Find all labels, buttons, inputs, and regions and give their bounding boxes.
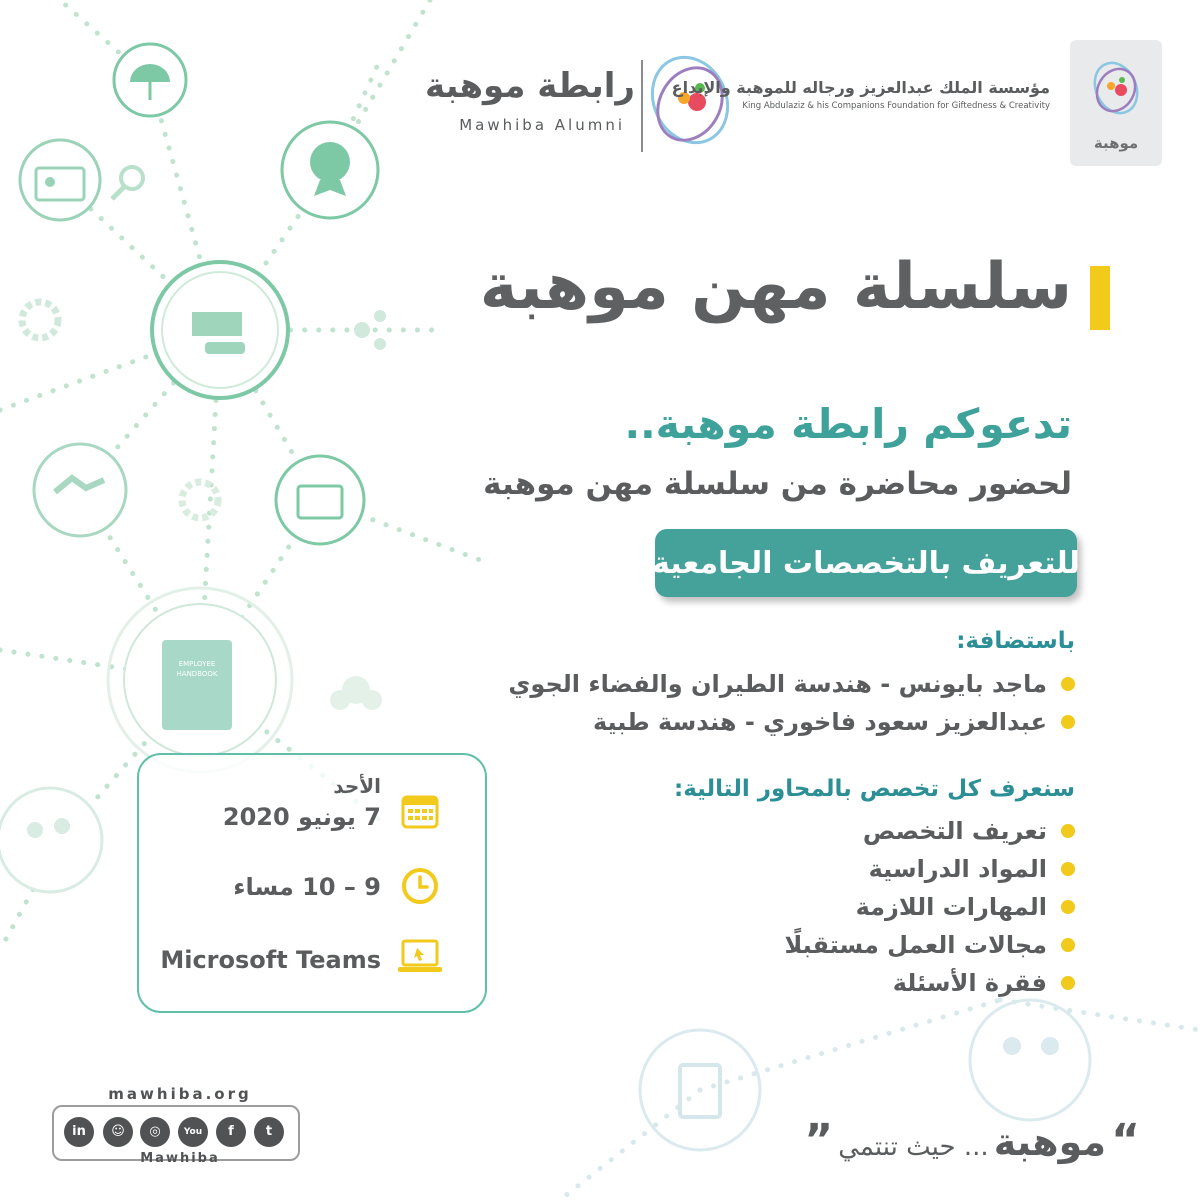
list-item <box>508 665 1075 703</box>
list-item <box>508 703 1075 741</box>
slogan <box>804 1115 1140 1166</box>
guest-name: عبدالعزيز سعود فاخوري - هندسة طبية <box>592 708 1047 736</box>
axis-item: مجالات العمل مستقبلًا <box>784 931 1047 959</box>
list-item <box>784 812 1075 850</box>
topic-banner: للتعريف بالتخصصات الجامعية <box>655 529 1077 597</box>
axes-list <box>784 812 1075 1002</box>
list-item <box>784 850 1075 888</box>
handbook-line-1: EMPLOYEE <box>178 660 216 668</box>
id-card-icon <box>20 140 100 220</box>
team-icon <box>330 676 382 710</box>
bullet-icon <box>1061 824 1075 838</box>
invitation-subline: لحضور محاضرة من سلسلة مهن موهبة <box>483 466 1072 502</box>
list-item <box>784 888 1075 926</box>
partners-icon <box>970 1000 1090 1120</box>
hosting-label: باستضافة: <box>956 628 1075 654</box>
list-item <box>784 926 1075 964</box>
bullet-icon <box>1061 976 1075 990</box>
instagram-icon[interactable]: ◎ <box>140 1117 170 1147</box>
alumni-name-ar: رابطة موهبة <box>424 66 635 106</box>
meeting-icon <box>0 788 102 892</box>
axes-label: سنعرف كل تخصص بالمحاور التالية: <box>674 776 1075 802</box>
event-time: 9 – 10 مساء <box>233 873 381 901</box>
handbook-icon <box>108 588 292 772</box>
foundation-name-ar: مؤسسة الملك عبدالعزيز ورجاله للموهبة والإبداع <box>671 78 1050 97</box>
slogan-text: ... حيث تنتمي <box>838 1132 989 1162</box>
award-icon <box>282 122 378 218</box>
header-divider <box>641 60 643 152</box>
network-icon <box>354 310 386 350</box>
page-title: سلسلة مهن موهبة <box>479 250 1072 324</box>
alumni-name-en: Mawhiba Alumni <box>459 116 625 134</box>
event-date: 7 يونيو 2020 <box>222 803 381 831</box>
search-icon <box>112 167 143 199</box>
facebook-icon[interactable]: f <box>216 1117 246 1147</box>
bullet-icon <box>1061 677 1075 691</box>
invitation-headline: تدعوكم رابطة موهبة.. <box>624 400 1072 448</box>
foundation-name-en: King Abdulaziz & his Companions Foundation for Giftedness & Creativity <box>742 101 1050 111</box>
logo-label: موهبة <box>1093 134 1139 152</box>
handshake-icon <box>34 444 126 536</box>
website-url[interactable]: mawhiba.org <box>108 1085 252 1103</box>
mawhiba-logo-icon <box>1070 40 1162 132</box>
title-accent-bar <box>1090 266 1110 330</box>
guest-name: ماجد بايونس - هندسة الطيران والفضاء الجوي <box>508 670 1047 698</box>
event-info-box <box>137 753 487 1013</box>
twitter-icon[interactable]: t <box>254 1117 284 1147</box>
linkedin-icon[interactable]: in <box>64 1117 94 1147</box>
quote-open: “ <box>1111 1115 1140 1166</box>
list-item <box>784 964 1075 1002</box>
axis-item: فقرة الأسئلة <box>892 969 1047 997</box>
axis-item: المهارات اللازمة <box>855 893 1047 921</box>
umbrella-icon <box>114 44 186 116</box>
axis-item: تعريف التخصص <box>862 817 1047 845</box>
mawhiba-logo-mark <box>639 45 741 155</box>
bullet-icon <box>1061 938 1075 952</box>
bullet-icon <box>1061 862 1075 876</box>
event-platform: Microsoft Teams <box>160 946 381 974</box>
quote-close: ” <box>804 1115 834 1166</box>
youtube-icon[interactable]: You <box>178 1117 208 1147</box>
calendar-icon <box>401 792 439 830</box>
clock-icon <box>401 867 439 905</box>
guest-list <box>508 665 1075 741</box>
mawhiba-logo <box>1070 40 1162 166</box>
event-day: الأحد <box>333 774 381 798</box>
brand-name: Mawhiba <box>140 1151 220 1166</box>
folder-icon <box>276 456 364 544</box>
axis-item: المواد الدراسية <box>868 855 1047 883</box>
slogan-brand: موهبة <box>993 1120 1106 1164</box>
handbook-line-2: HANDBOOK <box>176 670 218 678</box>
presentation-icon <box>152 262 288 398</box>
laptop-icon <box>397 937 443 977</box>
bullet-icon <box>1061 900 1075 914</box>
bullet-icon <box>1061 715 1075 729</box>
snapchat-icon[interactable]: ☺ <box>103 1117 133 1147</box>
